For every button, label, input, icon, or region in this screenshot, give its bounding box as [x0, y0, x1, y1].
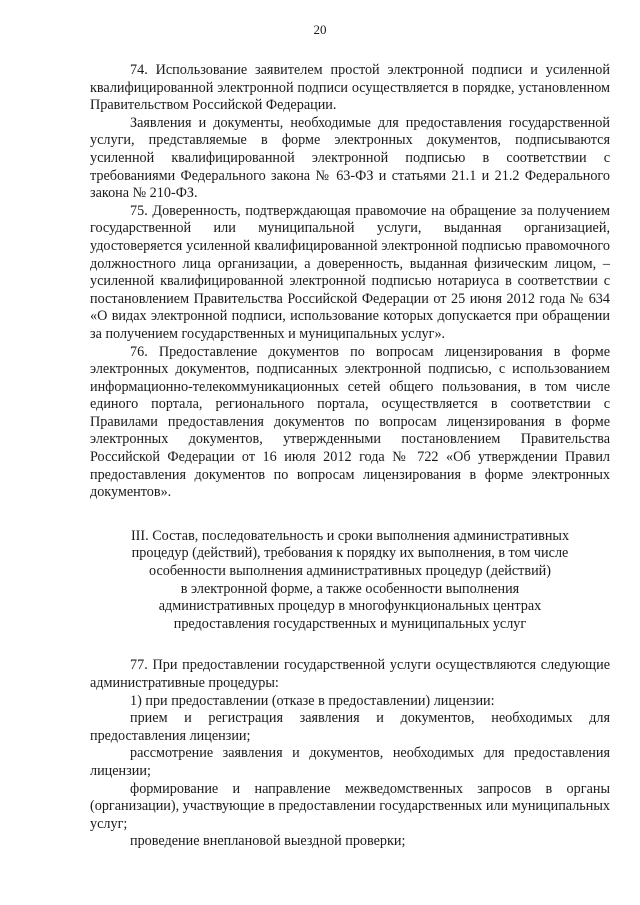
document-body — [90, 62, 610, 851]
heading-line: административных процедур в многофункциональных центрах — [158, 598, 542, 615]
list-item-review: рассмотрение заявления и документов, необходимых для предоставления лицензии; — [90, 745, 610, 779]
heading-line: предоставления государственных и муниципальных услуг — [173, 615, 527, 632]
section-heading-iii — [90, 528, 610, 634]
heading-line: процедур (действий), требования к порядку их выполнения, в том числе — [131, 545, 569, 562]
heading-line: особенности выполнения административных процедур (действий) — [149, 563, 551, 580]
list-item-reception: прием и регистрация заявления и документов, необходимых для предоставления лицензии; — [90, 710, 610, 744]
paragraph-74: 74. Использование заявителем простой электронной подписи и усиленной квалифицированной электронной подписи осуществляется в порядке, установленном Правительством Российской Федерации. — [90, 62, 610, 114]
list-item-1: 1) при предоставлении (отказе в предоставлении) лицензии: — [130, 692, 495, 709]
paragraph-77: 77. При предоставлении государственной услуги осуществляются следующие административные процедуры: — [90, 657, 610, 691]
page-number: 20 — [313, 22, 327, 37]
list-item-inspection: проведение внеплановой выездной проверки; — [130, 833, 406, 850]
paragraph-signature-requirements: Заявления и документы, необходимые для предоставления государственной услуги, представляемые в форме электронных документов, подписываются усиленной квалифицированной электронной подписью в соответствии с требованиями Федерального закона № 63-ФЗ и статьями 21.1 и 21.2 Федерального закона № 210-ФЗ. — [90, 114, 610, 202]
paragraph-76: 76. Предоставление документов по вопросам лицензирования в форме электронных документов, подписанных электронной подписью, с использованием информационно-телекоммуникационных сетей общего пользования, в том числе единого портала, регионального портала, осуществляется в соответствии с Правилами предоставления документов по вопросам лицензирования в форме электронных документов, утвержденными постановлением Правительства Российской Федерации от 16 июля 2012 года № 722 «Об утверждении Правил предоставления документов по вопросам лицензирования в форме электронных документов». — [90, 343, 610, 501]
paragraph-75: 75. Доверенность, подтверждающая правомочие на обращение за получением государственной или муниципальной услуги, выданная организацией, удостоверяется усиленной квалифицированной электронной подписью правомочного должностного лица организации, а доверенность, выданная физическим лицом, – усиленной квалифицированной электронной подписью нотариуса в соответствии с постановлением Правительства Российской Федерации от 25 июня 2012 года № 634 «О видах электронной подписи, использование которых допускается при обращении за получением государственных и муниципальных услуг». — [90, 202, 610, 342]
list-item-interagency-requests: формирование и направление межведомственных запросов в органы (организации), участвующие в предоставлении государственных или муниципальных услуг; — [90, 780, 610, 832]
heading-line: III. Состав, последовательность и сроки выполнения административных — [130, 527, 570, 544]
heading-line: в электронной форме, а также особенности выполнения — [180, 580, 520, 597]
